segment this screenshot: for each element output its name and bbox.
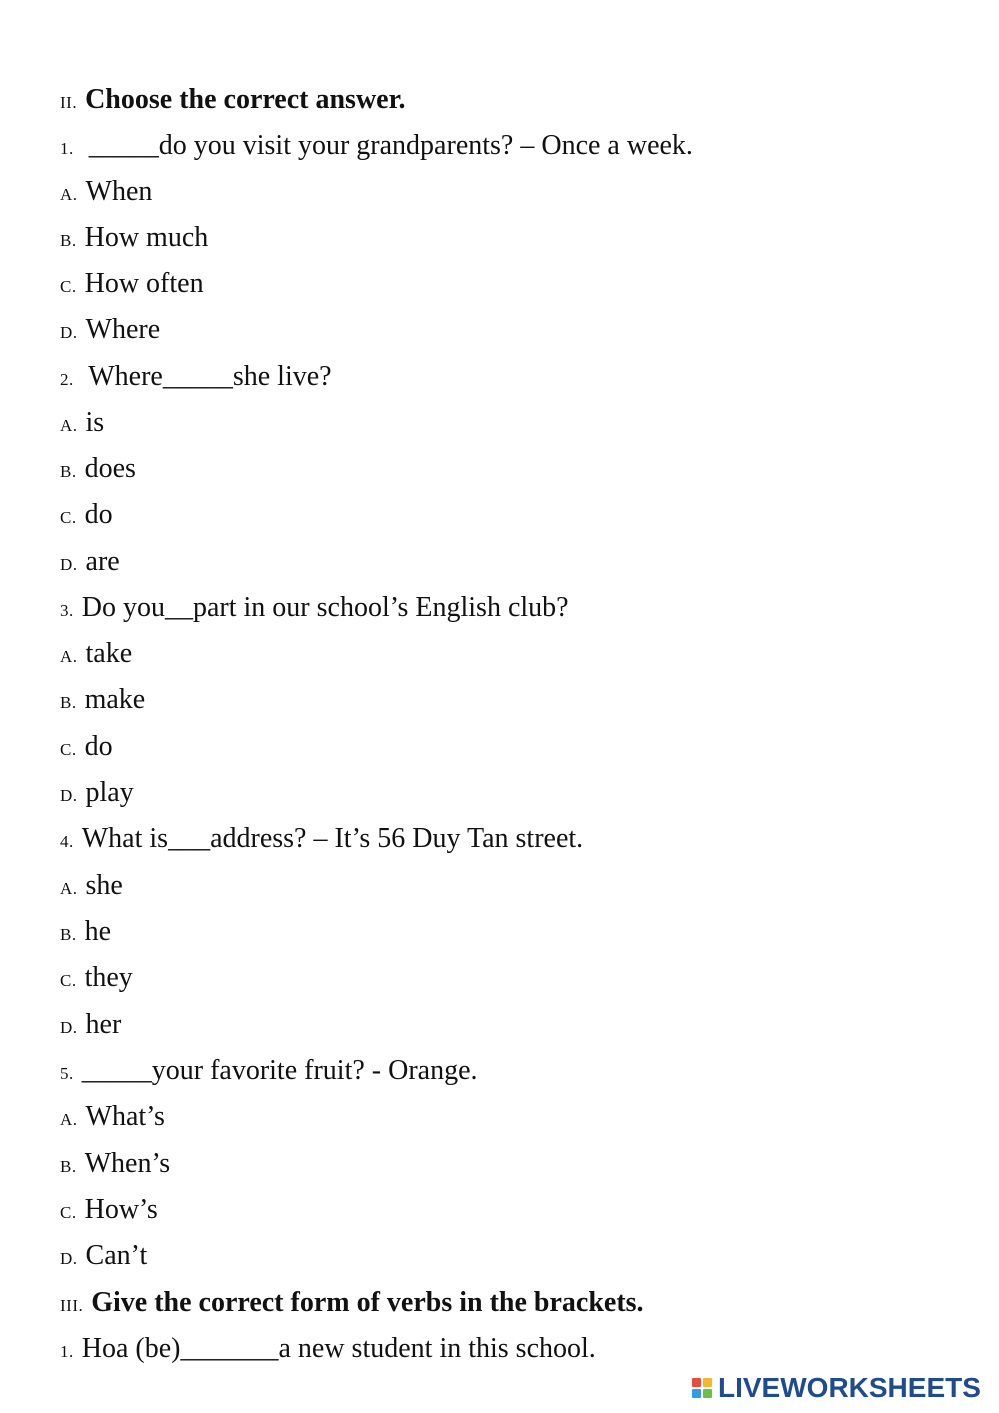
option-text: are	[85, 546, 120, 577]
option-text: When	[85, 176, 153, 207]
option-text: Can’t	[85, 1240, 148, 1271]
verb-item-1	[60, 1329, 596, 1369]
option-letter: B.	[60, 1157, 77, 1176]
question-text-before: Where	[88, 361, 163, 392]
logo-square	[692, 1389, 701, 1398]
question-5	[60, 1051, 478, 1091]
question-2	[60, 357, 332, 397]
section-iii-roman: III.	[60, 1296, 84, 1315]
option-letter: D.	[60, 323, 78, 342]
section-ii-title: Choose the correct answer.	[85, 84, 406, 115]
option-text: they	[84, 962, 133, 993]
question-1	[60, 126, 693, 166]
option-3b[interactable]	[60, 680, 145, 720]
option-text: does	[84, 453, 136, 484]
answer-blank[interactable]: _____	[162, 361, 233, 392]
logo-text: LIVEWORKSHEETS	[718, 1372, 981, 1403]
question-text-before: What is	[81, 823, 169, 854]
option-3c[interactable]	[60, 727, 113, 767]
option-letter: C.	[60, 508, 77, 527]
option-3a[interactable]	[60, 634, 132, 674]
liveworksheets-logo-icon	[692, 1378, 712, 1398]
option-text: he	[84, 916, 112, 947]
option-letter: B.	[60, 462, 77, 481]
option-letter: D.	[60, 1249, 78, 1268]
option-letter: D.	[60, 555, 78, 574]
option-4c[interactable]	[60, 958, 133, 998]
question-number: 5.	[60, 1064, 74, 1083]
option-text: take	[85, 638, 133, 669]
logo-square	[703, 1389, 712, 1398]
option-letter: D.	[60, 786, 78, 805]
option-letter: B.	[60, 693, 77, 712]
option-3d[interactable]	[60, 773, 134, 813]
option-text: she	[85, 870, 123, 901]
option-letter: C.	[60, 971, 77, 990]
option-text: do	[84, 499, 113, 530]
option-letter: C.	[60, 740, 77, 759]
option-1c[interactable]	[60, 264, 204, 304]
option-letter: C.	[60, 277, 77, 296]
question-text-after: address? – It’s 56 Duy Tan street.	[210, 823, 584, 854]
option-text: When’s	[84, 1148, 171, 1179]
question-text-after: she live?	[232, 361, 332, 392]
answer-blank[interactable]: _______	[180, 1333, 279, 1364]
option-letter: A.	[60, 1110, 78, 1129]
section-iii-heading	[60, 1283, 644, 1323]
option-text: How’s	[84, 1194, 158, 1225]
option-letter: A.	[60, 647, 78, 666]
option-text: What’s	[85, 1101, 165, 1132]
item-text-after: a new student in this school.	[278, 1333, 596, 1364]
question-number: 4.	[60, 832, 74, 851]
option-1d[interactable]	[60, 310, 160, 350]
option-text: her	[85, 1009, 122, 1040]
option-5d[interactable]	[60, 1236, 147, 1276]
answer-blank[interactable]: ___	[168, 823, 211, 854]
option-1b[interactable]	[60, 218, 208, 258]
option-text: How much	[84, 222, 209, 253]
option-text: play	[85, 777, 134, 808]
option-5c[interactable]	[60, 1190, 158, 1230]
item-text-before: Hoa (be)	[81, 1333, 181, 1364]
option-letter: D.	[60, 1018, 78, 1037]
option-2d[interactable]	[60, 542, 120, 582]
option-letter: C.	[60, 1203, 77, 1222]
question-number: 3.	[60, 601, 74, 620]
option-2c[interactable]	[60, 495, 113, 535]
option-5b[interactable]	[60, 1144, 170, 1184]
answer-blank[interactable]: _____	[88, 130, 159, 161]
option-2a[interactable]	[60, 403, 104, 443]
option-2b[interactable]	[60, 449, 136, 489]
question-4	[60, 819, 583, 859]
logo-square	[703, 1378, 712, 1387]
option-letter: A.	[60, 879, 78, 898]
logo-square	[692, 1378, 701, 1387]
item-number: 1.	[60, 1342, 74, 1361]
option-letter: A.	[60, 416, 78, 435]
answer-blank[interactable]: __	[164, 592, 193, 623]
option-text: is	[85, 407, 105, 438]
question-text-after: part in our school’s English club?	[192, 592, 569, 623]
question-number: 1.	[60, 139, 74, 158]
option-4a[interactable]	[60, 866, 123, 906]
option-text: How often	[84, 268, 204, 299]
option-letter: B.	[60, 231, 77, 250]
answer-blank[interactable]: _____	[81, 1055, 152, 1086]
option-letter: B.	[60, 925, 77, 944]
question-text-after: your favorite fruit? - Orange.	[151, 1055, 478, 1086]
option-1a[interactable]	[60, 172, 152, 212]
question-number: 2.	[60, 370, 74, 389]
section-ii-roman: II.	[60, 93, 78, 112]
option-5a[interactable]	[60, 1097, 165, 1137]
question-3	[60, 588, 569, 628]
section-iii-title: Give the correct form of verbs in the brackets.	[91, 1287, 644, 1318]
option-4b[interactable]	[60, 912, 111, 952]
question-text-after: do you visit your grandparents? – Once a week.	[158, 130, 693, 161]
option-letter: A.	[60, 185, 78, 204]
option-4d[interactable]	[60, 1005, 121, 1045]
option-text: Where	[85, 314, 161, 345]
section-ii-heading	[60, 80, 405, 120]
question-text-before: Do you	[81, 592, 165, 623]
option-text: do	[84, 731, 113, 762]
liveworksheets-logo[interactable]	[692, 1370, 992, 1406]
option-text: make	[84, 684, 146, 715]
